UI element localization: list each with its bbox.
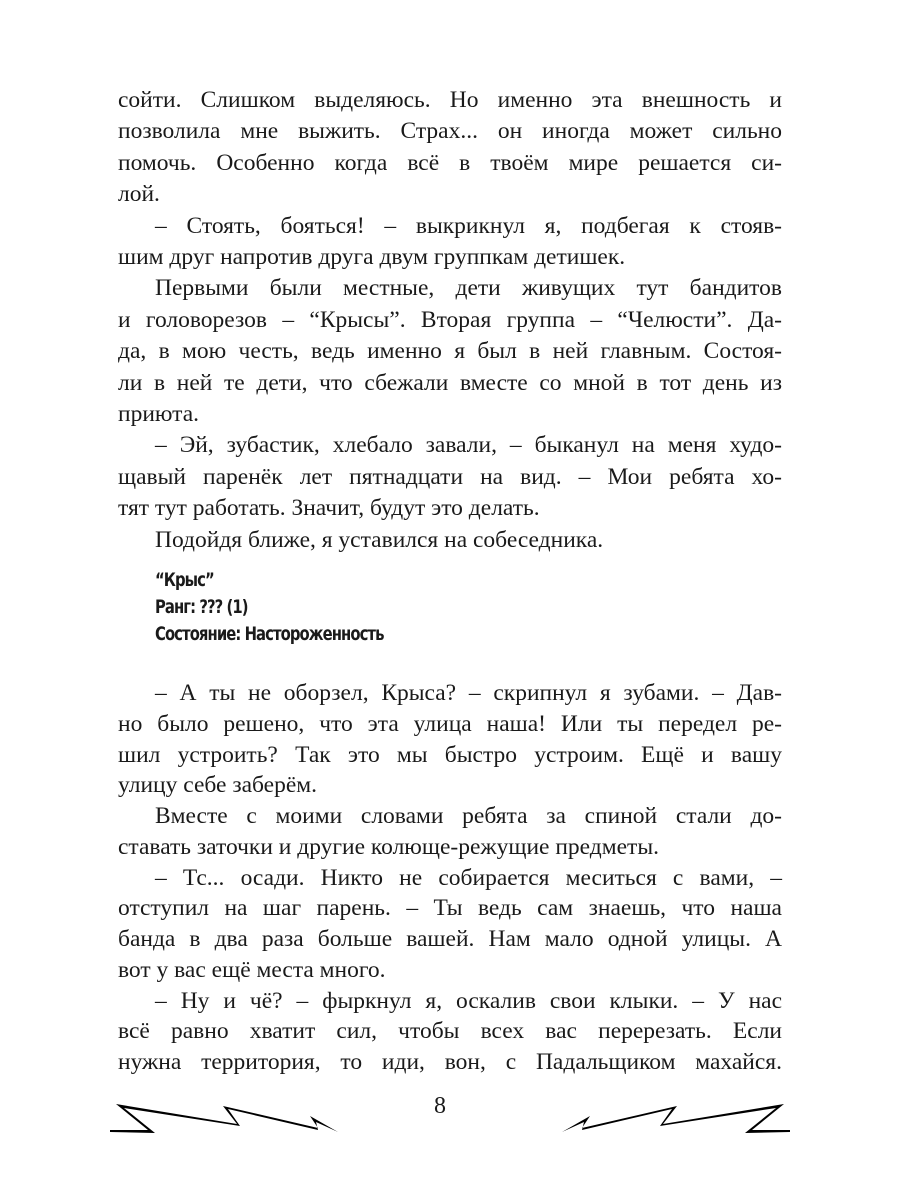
text-line: улицу себе заберём.	[118, 772, 318, 798]
page-number: 8	[434, 1093, 446, 1119]
text-line: – Эй, зубастик, хлебало завали, – быканул на меня худо-	[155, 432, 782, 458]
text-line: шим друг напротив друга двум группкам детишек.	[118, 244, 626, 270]
text-line: лой.	[118, 181, 160, 207]
status-name: “Крыс”	[155, 569, 214, 591]
status-state: Состояние: Настороженность	[155, 623, 384, 645]
text-line: тят тут работать. Значит, будут это делать.	[118, 495, 540, 521]
text-line: и головорезов – “Крысы”. Вторая группа – “Челюсти”. Да-	[118, 307, 782, 333]
text-line: помочь. Особенно когда всё в твоём мире решается си-	[118, 150, 782, 176]
text-line: сойти. Слишком выделяюсь. Но именно эта внешность и	[118, 87, 782, 113]
text-line: – Тс... осади. Никто не собирается меситься с вами, –	[155, 865, 782, 891]
text-line: Первыми были местные, дети живущих тут бандитов	[155, 275, 782, 301]
text-line: банда в два раза больше вашей. Нам мало одной улицы. А	[118, 926, 782, 952]
text-line: Вместе с моими словами ребята за спиной стали до-	[155, 803, 782, 829]
text-line: – Ну и чё? – фыркнул я, оскалив свои клыки. – У нас	[155, 988, 782, 1014]
text-line: шил устроить? Так это мы быстро устроим. Ещё и вашу	[118, 742, 782, 768]
text-line: но было решено, что эта улица наша! Или ты передел ре-	[118, 711, 782, 737]
text-line: нужна территория, то иди, вон, с Падальщиком махайся.	[118, 1049, 782, 1075]
status-rank: Ранг: ??? (1)	[155, 596, 248, 618]
text-line: вот у вас ещё места много.	[118, 957, 386, 983]
text-line: ли в ней те дети, что сбежали вместе со мной в тот день из	[118, 370, 782, 396]
text-line: отступил на шаг парень. – Ты ведь сам знаешь, что наша	[118, 895, 782, 921]
lightning-ornament-icon	[100, 1097, 800, 1147]
text-line: – Стоять, бояться! – выкрикнул я, подбегая к стояв-	[155, 213, 782, 239]
text-line: Подойдя ближе, я уставился на собеседника.	[155, 527, 604, 553]
text-line: щавый паренёк лет пятнадцати на вид. – Мои ребята хо-	[118, 464, 782, 490]
text-line: да, в мою честь, ведь именно я был в ней главным. Состоя-	[118, 338, 782, 364]
text-line: ставать заточки и другие колюще-режущие предметы.	[118, 834, 659, 860]
text-line: всё равно хватит сил, чтобы всех вас перерезать. Если	[118, 1018, 782, 1044]
text-line: позволила мне выжить. Страх... он иногда может сильно	[118, 118, 782, 144]
text-line: – А ты не оборзел, Крыса? – скрипнул я зубами. – Дав-	[155, 680, 782, 706]
text-line: приюта.	[118, 401, 200, 427]
